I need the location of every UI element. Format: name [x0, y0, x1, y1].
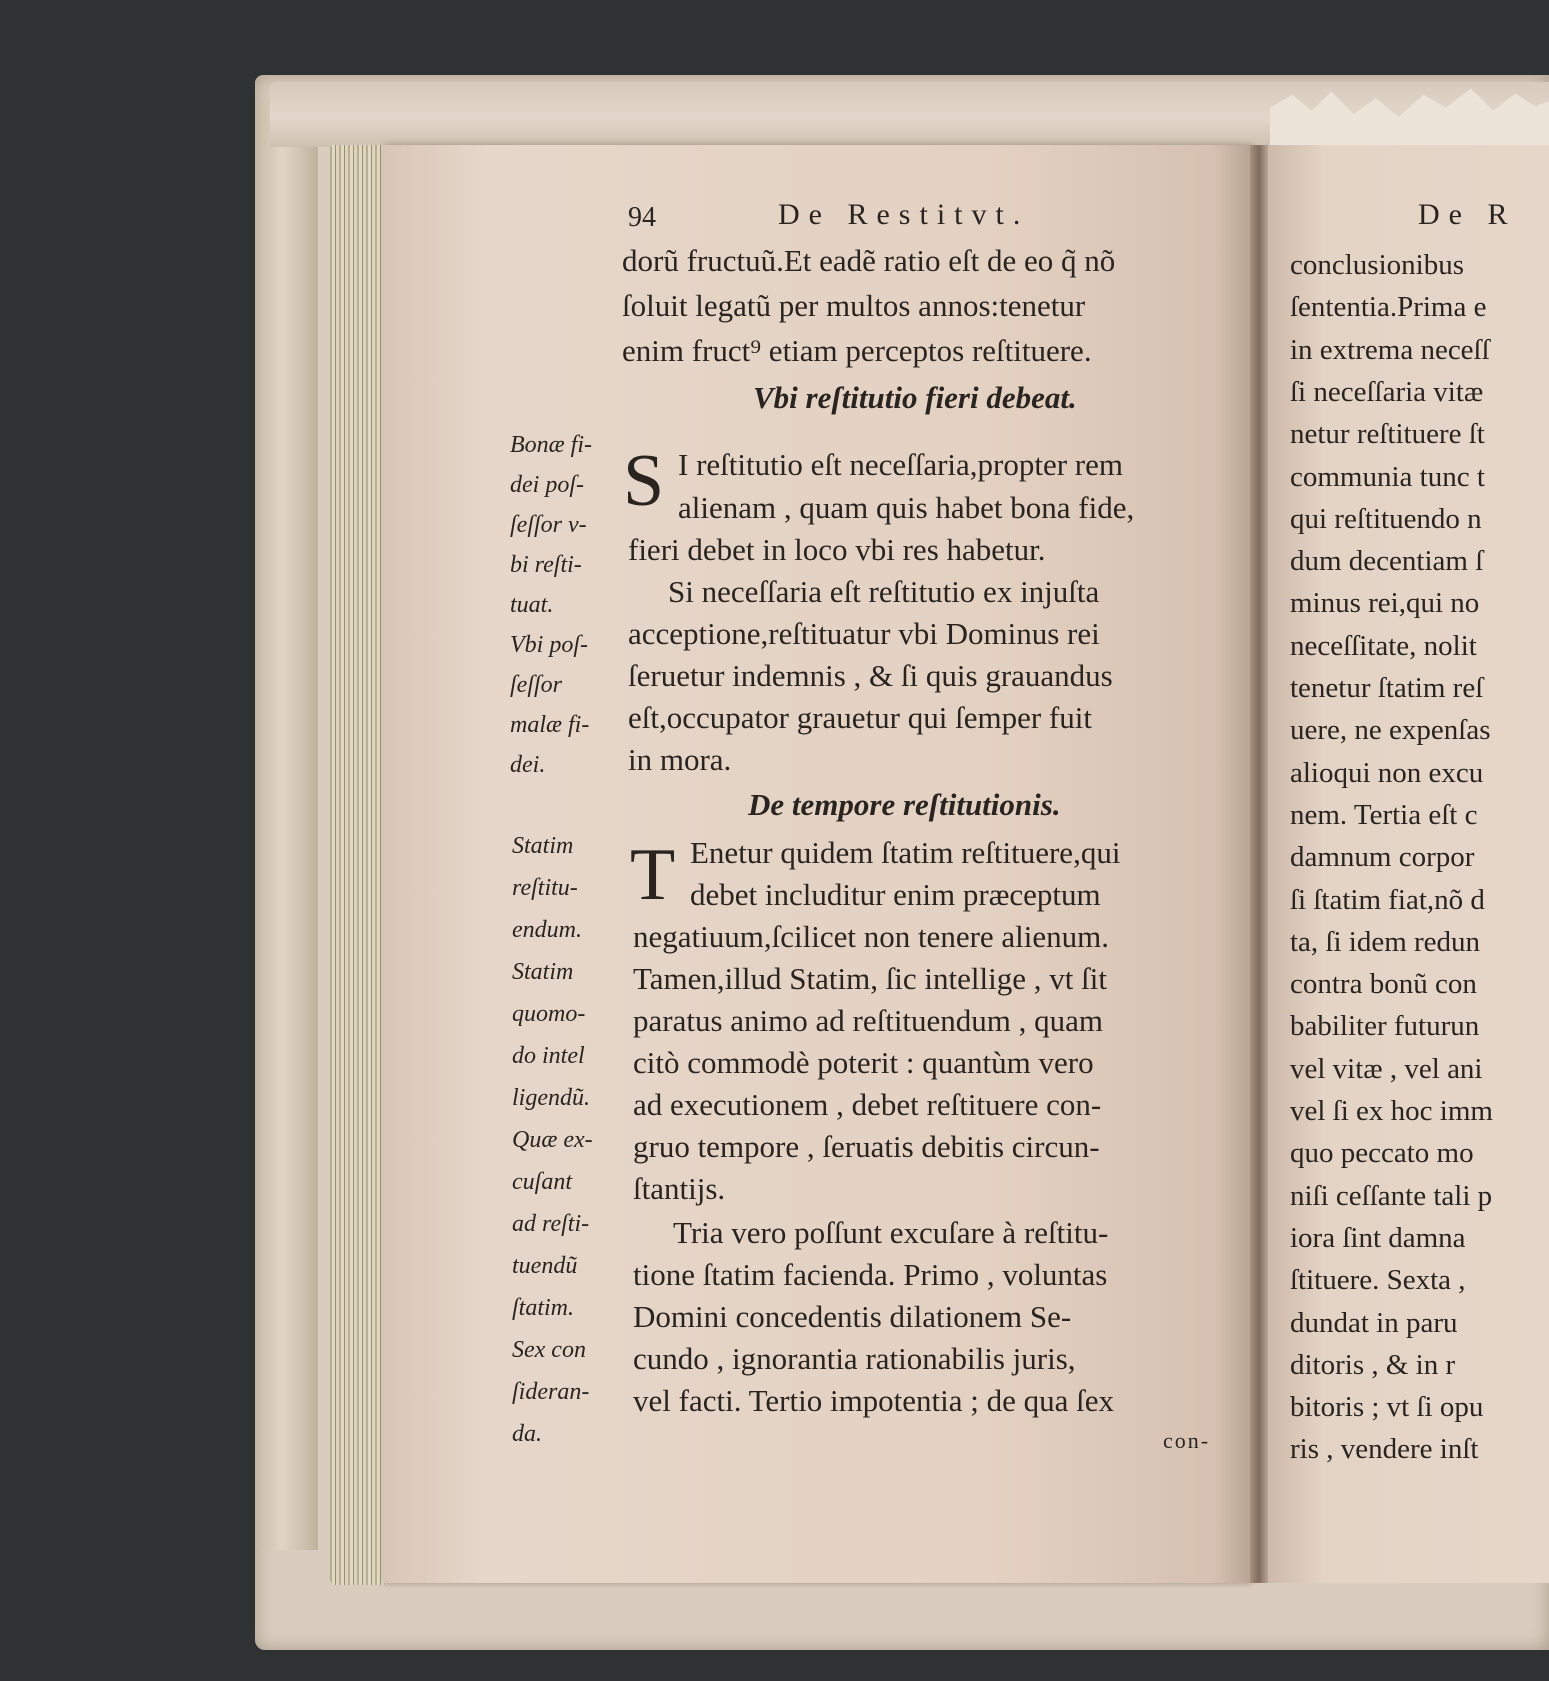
text-line: in mora.: [628, 742, 732, 777]
section-heading: Vbi reſtitutio fieri debeat.: [753, 380, 1077, 415]
margin-note-line: tuendũ: [512, 1253, 578, 1279]
text-line: communia tunc t: [1290, 460, 1485, 493]
book-cover-edge: [258, 100, 318, 1550]
text-line: babiliter futurun: [1290, 1010, 1480, 1043]
text-line: alioqui non excu: [1290, 756, 1484, 789]
text-line: contra bonũ con: [1290, 968, 1477, 1001]
text-line: citò commodè poterit : quantùm vero: [633, 1045, 1094, 1080]
text-line: neceſſitate, nolit: [1290, 629, 1477, 662]
text-line: iora ſint damna: [1290, 1221, 1466, 1254]
text-line: ſeruetur indemnis , & ſi quis grauandus: [628, 658, 1113, 693]
text-line: tione ſtatim facienda. Primo , voluntas: [633, 1257, 1108, 1292]
catchword: con-: [1163, 1428, 1211, 1453]
text-line: niſi ceſſante tali p: [1290, 1179, 1493, 1212]
margin-note-line: ſtatim.: [512, 1295, 575, 1321]
text-line: uere, ne expenſas: [1290, 714, 1491, 747]
margin-note-line: ſeſſor v-: [510, 512, 587, 538]
margin-note-line: endum.: [512, 917, 582, 943]
margin-note-line: ligendũ.: [512, 1085, 590, 1111]
drop-cap: S: [623, 440, 665, 522]
text-line: ſi ſtatim fiat,nõ d: [1290, 883, 1485, 916]
margin-note-line: reſtitu-: [512, 875, 578, 901]
text-line: ad executionem , debet reſtituere con-: [633, 1087, 1102, 1122]
margin-note-line: ſideran-: [512, 1379, 590, 1405]
margin-note-line: Quæ ex-: [512, 1127, 593, 1153]
text-line: ſtantijs.: [633, 1171, 726, 1206]
text-line: ſi neceſſaria vitæ: [1290, 375, 1484, 408]
text-line: Enetur quidem ſtatim reſtituere,qui: [690, 835, 1121, 870]
text-line: tenetur ſtatim reſ: [1290, 672, 1484, 704]
margin-note-line: Statim: [512, 833, 574, 859]
margin-note-line: Sex con: [512, 1337, 586, 1363]
text-line: fieri debet in loco vbi res habetur.: [628, 532, 1046, 567]
text-line: vel ſi ex hoc imm: [1290, 1095, 1493, 1127]
text-line: debet includitur enim præceptum: [690, 877, 1101, 912]
text-line: dorũ fructuũ.Et eadẽ ratio eſt de eo q̃ nõ: [622, 243, 1116, 278]
text-line: ris , vendere inſt: [1290, 1433, 1479, 1466]
text-line: ditoris , & in r: [1290, 1348, 1456, 1381]
text-line: ſtituere. Sexta ,: [1290, 1264, 1466, 1297]
text-line: I reſtitutio eſt neceſſaria,propter rem: [678, 447, 1123, 482]
text-line: ſoluit legatũ per multos annos:tenetur: [622, 288, 1086, 323]
margin-note-line: Statim: [512, 959, 574, 985]
text-line: enim fruct⁹ etiam perceptos reſtituere.: [622, 333, 1092, 368]
text-line: nem. Tertia eſt c: [1290, 798, 1478, 831]
text-line: conclusionibus: [1290, 249, 1464, 281]
text-line: minus rei,qui no: [1290, 587, 1480, 620]
text-line: dundat in paru: [1290, 1306, 1458, 1339]
text-line: negatiuum,ſcilicet non tenere alienum.: [633, 919, 1110, 954]
text-line: gruo tempore , ſeruatis debitis circun-: [633, 1129, 1100, 1164]
text-line: vel facti. Tertio impotentia ; de qua ſex: [633, 1383, 1115, 1418]
text-line: cundo , ignorantia rationabilis juris,: [633, 1341, 1076, 1376]
margin-note-line: da.: [512, 1421, 542, 1447]
margin-note-line: ad reſti-: [512, 1211, 590, 1237]
drop-cap: T: [630, 834, 676, 916]
book-gutter: [1250, 145, 1268, 1583]
text-line: alienam , quam quis habet bona fide,: [678, 490, 1135, 525]
text-line: ta, ſi idem redun: [1290, 925, 1481, 958]
margin-note-line: Bonæ fi-: [510, 432, 592, 458]
text-line: ſententia.Prima e: [1290, 291, 1487, 324]
text-line: quo peccato mo: [1290, 1137, 1474, 1170]
page-stack: [330, 145, 385, 1585]
text-line: damnum corpor: [1290, 841, 1475, 874]
margin-note-line: malæ fi-: [510, 712, 590, 738]
text-line: in extrema neceſſ: [1290, 333, 1490, 366]
margin-note-line: ſeſſor: [510, 672, 562, 698]
text-line: qui reſtituendo n: [1290, 502, 1482, 535]
section-heading: De tempore reſtitutionis.: [748, 787, 1061, 822]
text-line: netur reſtituere ſt: [1290, 418, 1485, 451]
text-line: Tria vero poſſunt excuſare à reſtitu-: [673, 1215, 1109, 1250]
text-line: Tamen,illud Statim, ſic intellige , vt ſit: [633, 961, 1107, 996]
page-number: 94: [628, 202, 656, 233]
text-line: acceptione,reſtituatur vbi Dominus rei: [628, 616, 1100, 651]
text-line: eſt,occupator grauetur qui ſemper fuit: [628, 700, 1092, 735]
margin-note-line: dei.: [510, 752, 546, 778]
text-line: dum decentiam ſ: [1290, 545, 1484, 578]
text-line: Domini concedentis dilationem Se-: [633, 1299, 1072, 1334]
margin-note-line: cuſant: [512, 1169, 572, 1195]
running-head-left: De Restitvt.: [778, 198, 1030, 231]
running-head-right: De R: [1418, 198, 1517, 231]
text-line: Si neceſſaria eſt reſtitutio ex injuſta: [668, 574, 1100, 609]
text-line: paratus animo ad reſtituendum , quam: [633, 1003, 1104, 1038]
margin-note-line: do intel: [512, 1043, 585, 1069]
margin-note-line: dei poſ-: [510, 472, 584, 498]
text-line: bitoris ; vt ſi opu: [1290, 1391, 1484, 1424]
text-line: vel vitæ , vel ani: [1290, 1052, 1483, 1085]
margin-note-line: quomo-: [512, 1001, 586, 1027]
margin-note-line: Vbi poſ-: [510, 632, 588, 658]
margin-note-line: bi reſti-: [510, 552, 582, 578]
margin-note-line: tuat.: [510, 592, 554, 618]
